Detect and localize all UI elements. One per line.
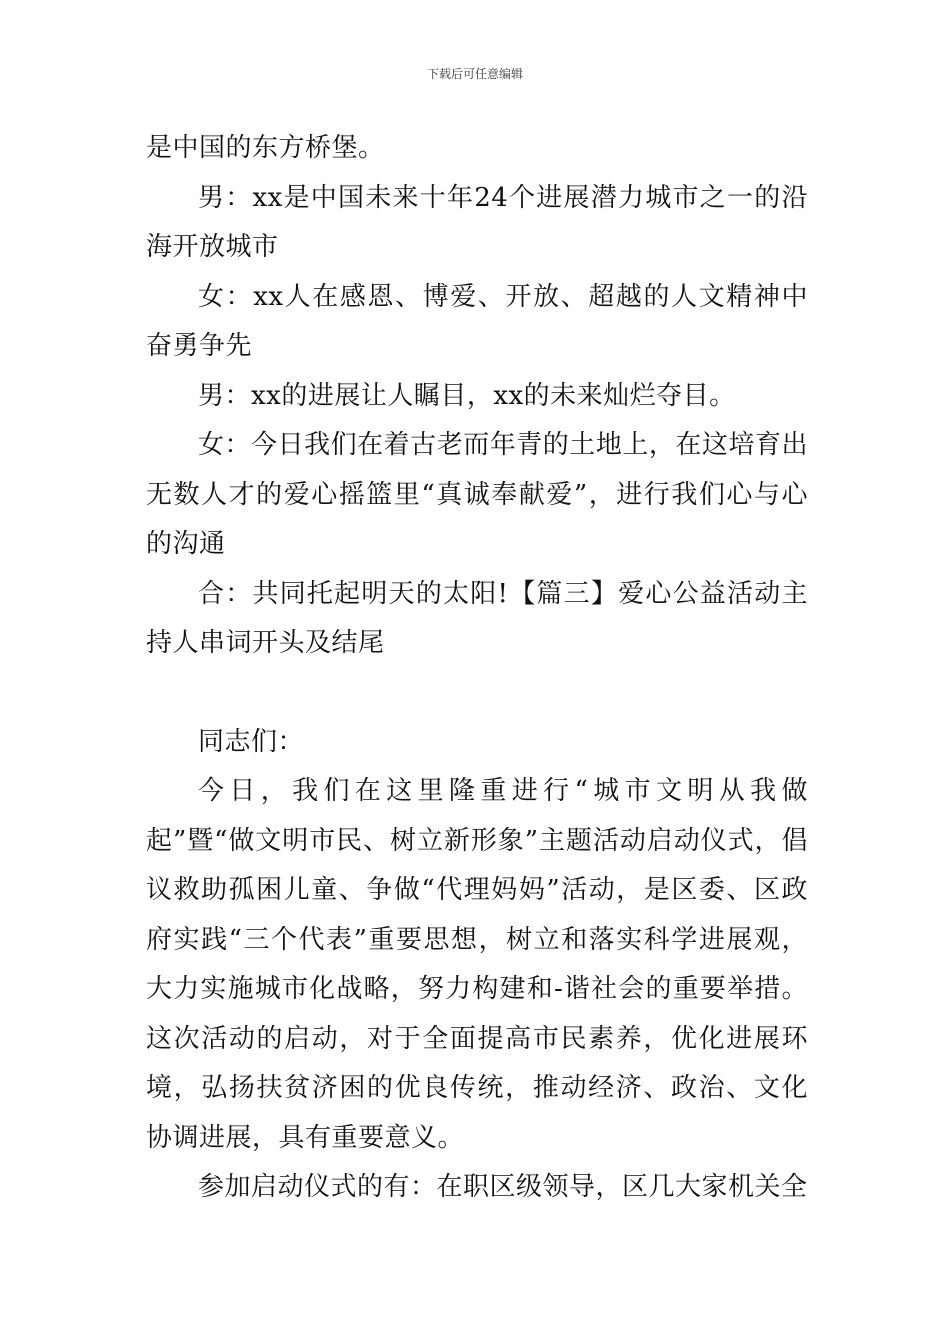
paragraph-attendees: 参加启动仪式的有：在职区级领导，区几大家机关全 (198, 1172, 808, 1202)
paragraph-female-2: 女：今日我们在着古老而年青的土地上，在这培育出无数人才的爱心摇篮里“真诚奉献爱”，进行我们心与心的沟通 (146, 430, 808, 559)
blank-line (146, 669, 808, 718)
paragraph-speech-body: 今日，我们在这里隆重进行“城市文明从我做起”暨“做文明市民、树立新形象”主题活动启动仪式，倡议救助孤困儿童、争做“代理妈妈”活动，是区委、区政府实践“三个代表”重要思想，树立和落实科学进展观，大力实施城市化战略，努力构建和-谐社会的重要举措。这次活动的启动，对于全面提高市民素养，优化进展环境，弘扬扶贫济困的优良传统，推动经济、政治、文化协调进展，具有重要意义。 (146, 776, 808, 1153)
page-header: 下载后可任意编辑 (426, 67, 523, 81)
paragraph-female-1: 女：xx人在感恩、博爱、开放、超越的人文精神中奋勇争先 (146, 281, 808, 361)
paragraph-male-1: 男：xx是中国未来十年24个进展潜力城市之一的沿海开放城市 (146, 182, 808, 262)
paragraph-continuation: 是中国的东方桥堡。 (146, 133, 385, 163)
paragraph-male-2: 男：xx的进展让人瞩目，xx的未来灿烂夺目。 (198, 380, 736, 411)
document-body (146, 124, 808, 1213)
paragraph-together: 合：共同托起明天的太阳!【篇三】爱心公益活动主持人串词开头及结尾 (146, 578, 808, 658)
paragraph-salutation: 同志们： (198, 726, 305, 757)
